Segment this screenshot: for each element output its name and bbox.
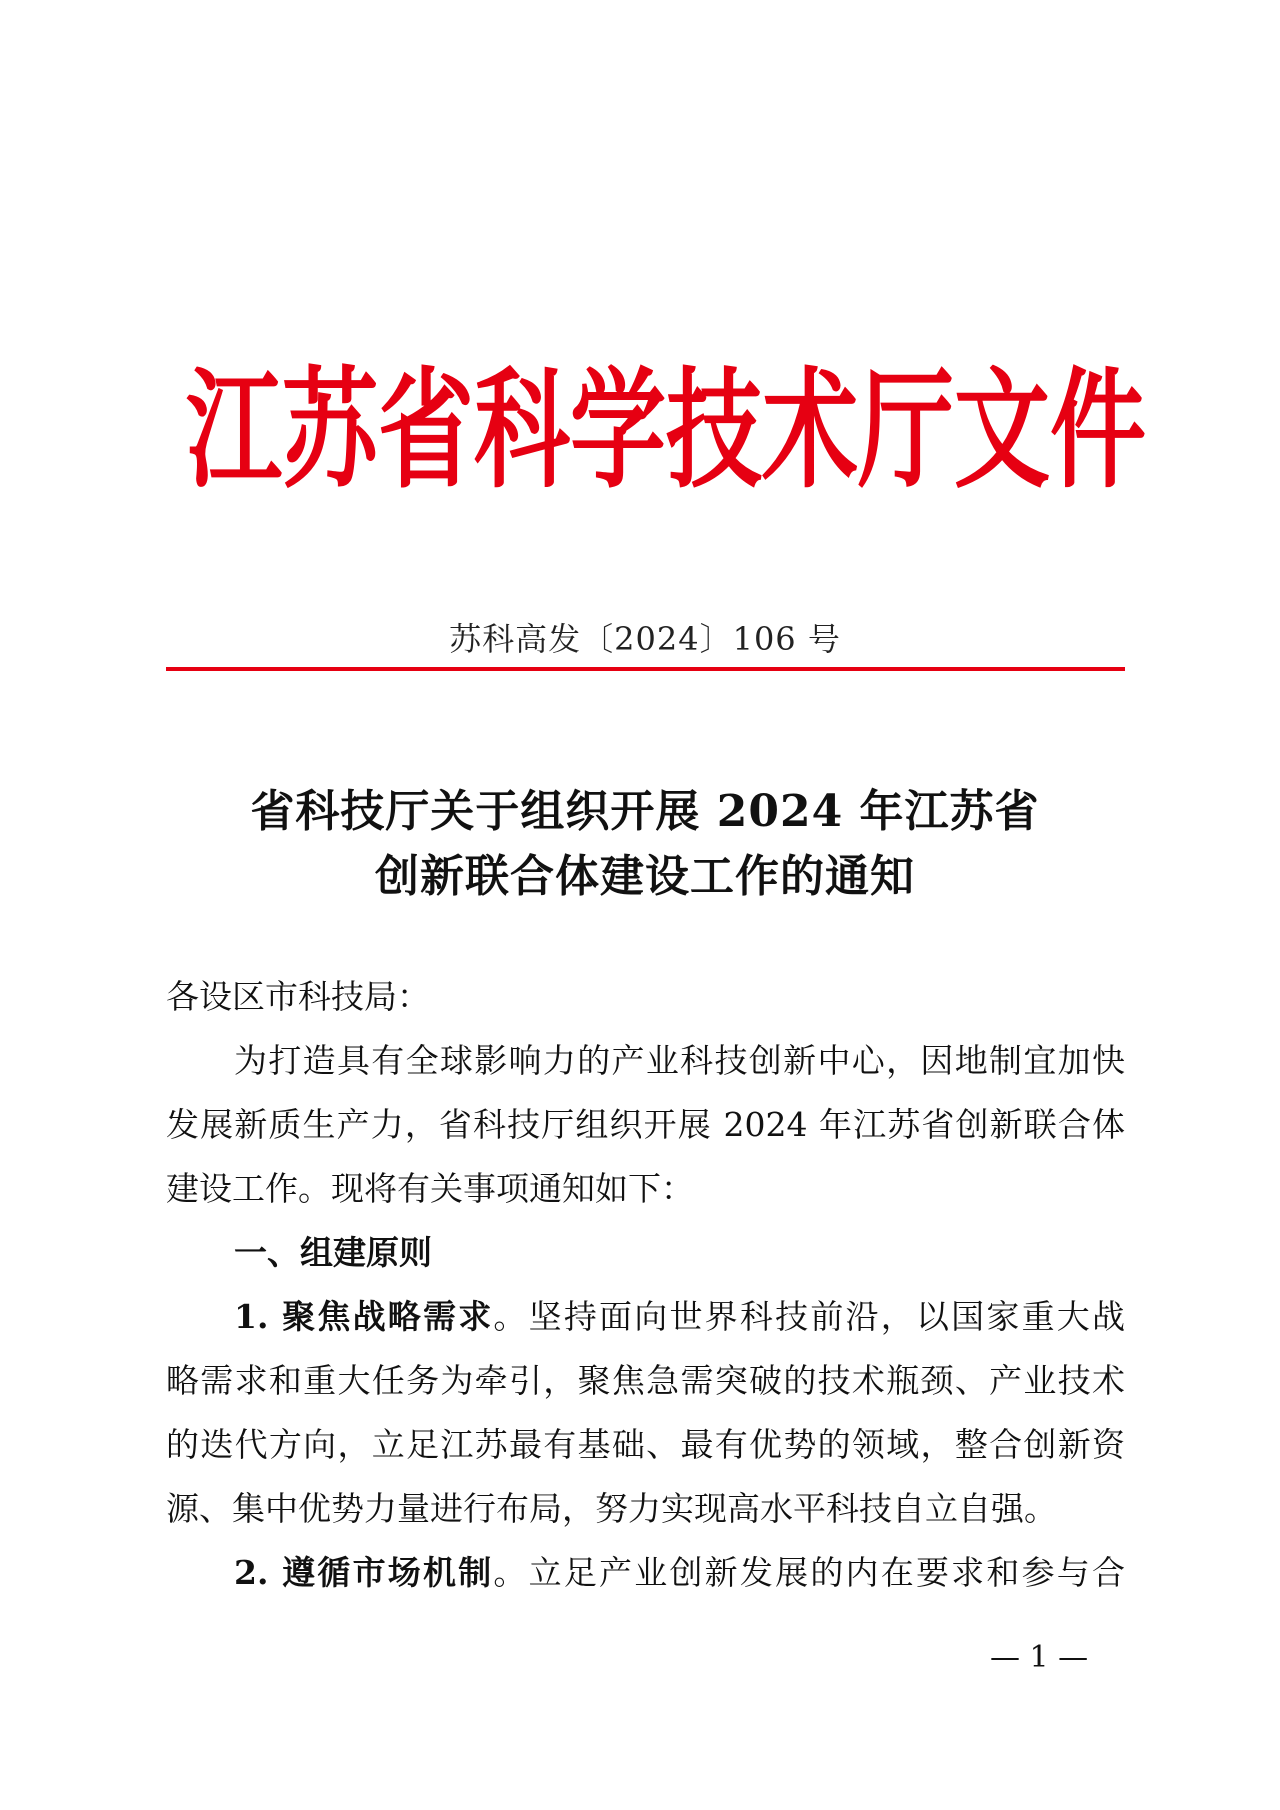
body-line — [166, 1295, 1125, 1339]
masthead-char: 学 — [570, 353, 666, 506]
masthead-char: 技 — [666, 353, 762, 506]
body-line: 为打造具有全球影响力的产业科技创新中心，因地制宜加快 — [234, 1041, 1125, 1080]
doc-title-line2: 创新联合体建设工作的通知 — [375, 851, 915, 902]
masthead-char: 省 — [378, 353, 474, 506]
point-heading: 1. 聚焦战略需求 — [234, 1297, 494, 1336]
point-heading: 2. 遵循市场机制 — [234, 1553, 494, 1592]
section-heading: 一、组建原则 — [234, 1233, 432, 1272]
issuer-masthead — [186, 350, 1146, 506]
body-line: 的迭代方向，立足江苏最有基础、最有优势的领域，整合创新资 — [166, 1425, 1125, 1464]
body-line: 略需求和重大任务为牵引，聚焦急需突破的技术瓶颈、产业技术 — [166, 1361, 1125, 1400]
masthead-char: 江 — [186, 353, 282, 506]
red-divider — [166, 667, 1125, 671]
masthead-char: 文 — [954, 353, 1050, 506]
document-number: 苏科高发〔2024〕106 号 — [449, 620, 841, 658]
salutation: 各设区市科技局： — [166, 977, 430, 1016]
body-line: 建设工作。现将有关事项通知如下： — [166, 1169, 694, 1208]
body-text: 。坚持面向世界科技前沿，以国家重大战 — [493, 1297, 1125, 1336]
body-line: 发展新质生产力，省科技厅组织开展 2024 年江苏省创新联合体 — [166, 1105, 1125, 1144]
body-line — [166, 1551, 1125, 1595]
masthead-char: 件 — [1050, 353, 1146, 506]
masthead-char: 厅 — [858, 353, 954, 506]
masthead-char: 苏 — [282, 353, 378, 506]
doc-title-line1: 省科技厅关于组织开展 2024 年江苏省 — [250, 786, 1040, 837]
masthead-char: 术 — [762, 353, 858, 506]
masthead-char: 科 — [474, 353, 570, 506]
body-text: 。立足产业创新发展的内在要求和参与合 — [493, 1553, 1125, 1592]
body-line: 源、集中优势力量进行布局，努力实现高水平科技自立自强。 — [166, 1489, 1057, 1528]
page-number: — 1 — — [990, 1640, 1089, 1675]
